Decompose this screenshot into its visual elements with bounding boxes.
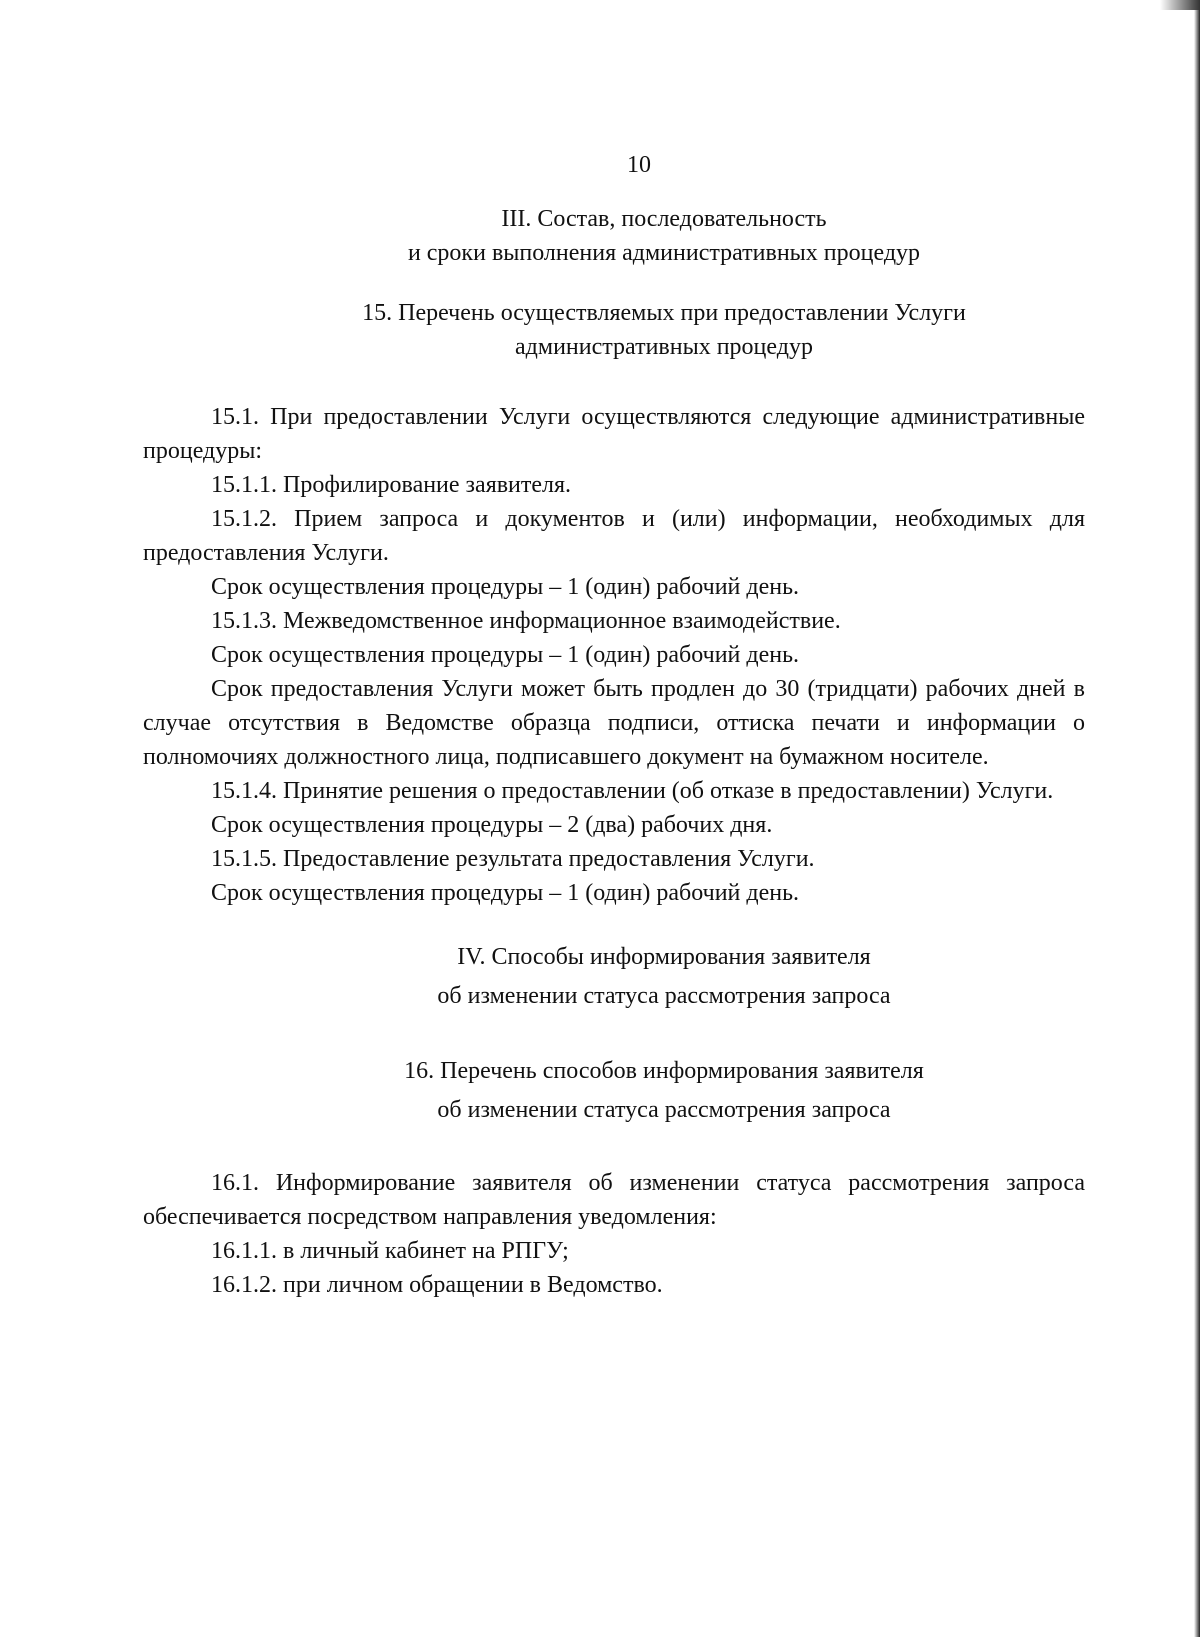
section-15-body xyxy=(143,400,1085,910)
section-4-title-line1: IV. Способы информирования заявителя xyxy=(457,944,871,970)
subsection-16-heading xyxy=(143,1052,1085,1130)
paragraph-extension: Срок предоставления Услуги может быть продлен до 30 (тридцати) рабочих дней в случае отсутствия в Ведомстве образца подписи, оттиска печати и информации о полномочиях должностного лица, подписавшего документ на бумажном носителе. xyxy=(143,676,1085,770)
section-3-title-line1: III. Состав, последовательность xyxy=(501,206,827,232)
scan-edge-top xyxy=(1160,0,1200,10)
paragraph-15-1-3-term: Срок осуществления процедуры – 1 (один) рабочий день. xyxy=(211,642,800,668)
section-16-body xyxy=(143,1166,1085,1302)
section-4-heading xyxy=(143,938,1085,1016)
subsection-15-heading xyxy=(143,296,1085,364)
subsection-16-title-line1: 16. Перечень способов информирования заявителя xyxy=(404,1058,924,1084)
section-3-heading xyxy=(143,202,1085,270)
paragraph-15-1-4-term: Срок осуществления процедуры – 2 (два) рабочих дня. xyxy=(211,812,773,838)
paragraph-16-1: 16.1. Информирование заявителя об изменении статуса рассмотрения запроса обеспечивается посредством направления уведомления: xyxy=(143,1170,1085,1230)
page-number: 10 xyxy=(627,152,651,178)
paragraph-15-1-4: 15.1.4. Принятие решения о предоставлении (об отказе в предоставлении) Услуги. xyxy=(211,778,1054,804)
document-page xyxy=(143,148,1085,1302)
scan-edge-right xyxy=(1194,0,1200,1637)
paragraph-15-1-3: 15.1.3. Межведомственное информационное взаимодействие. xyxy=(211,608,841,634)
subsection-15-title-line1: 15. Перечень осуществляемых при предоставлении Услуги xyxy=(362,300,966,326)
paragraph-15-1-5-term: Срок осуществления процедуры – 1 (один) рабочий день. xyxy=(211,880,800,906)
subsection-15-title-line2: административных процедур xyxy=(515,334,813,360)
paragraph-15-1-2: 15.1.2. Прием запроса и документов и (или) информации, необходимых для предоставления Услуги. xyxy=(143,506,1085,566)
paragraph-16-1-2: 16.1.2. при личном обращении в Ведомство. xyxy=(211,1272,663,1298)
paragraph-15-1-1: 15.1.1. Профилирование заявителя. xyxy=(211,472,572,498)
paragraph-15-1: 15.1. При предоставлении Услуги осуществляются следующие административные процедуры: xyxy=(143,404,1085,464)
paragraph-15-1-2-term: Срок осуществления процедуры – 1 (один) рабочий день. xyxy=(211,574,800,600)
section-3-title-line2: и сроки выполнения административных процедур xyxy=(407,240,921,266)
subsection-16-title-line2: об изменении статуса рассмотрения запроса xyxy=(437,1097,891,1123)
paragraph-16-1-1: 16.1.1. в личный кабинет на РПГУ; xyxy=(211,1238,569,1264)
section-4-title-line2: об изменении статуса рассмотрения запроса xyxy=(437,983,891,1009)
paragraph-15-1-5: 15.1.5. Предоставление результата предоставления Услуги. xyxy=(211,846,815,872)
